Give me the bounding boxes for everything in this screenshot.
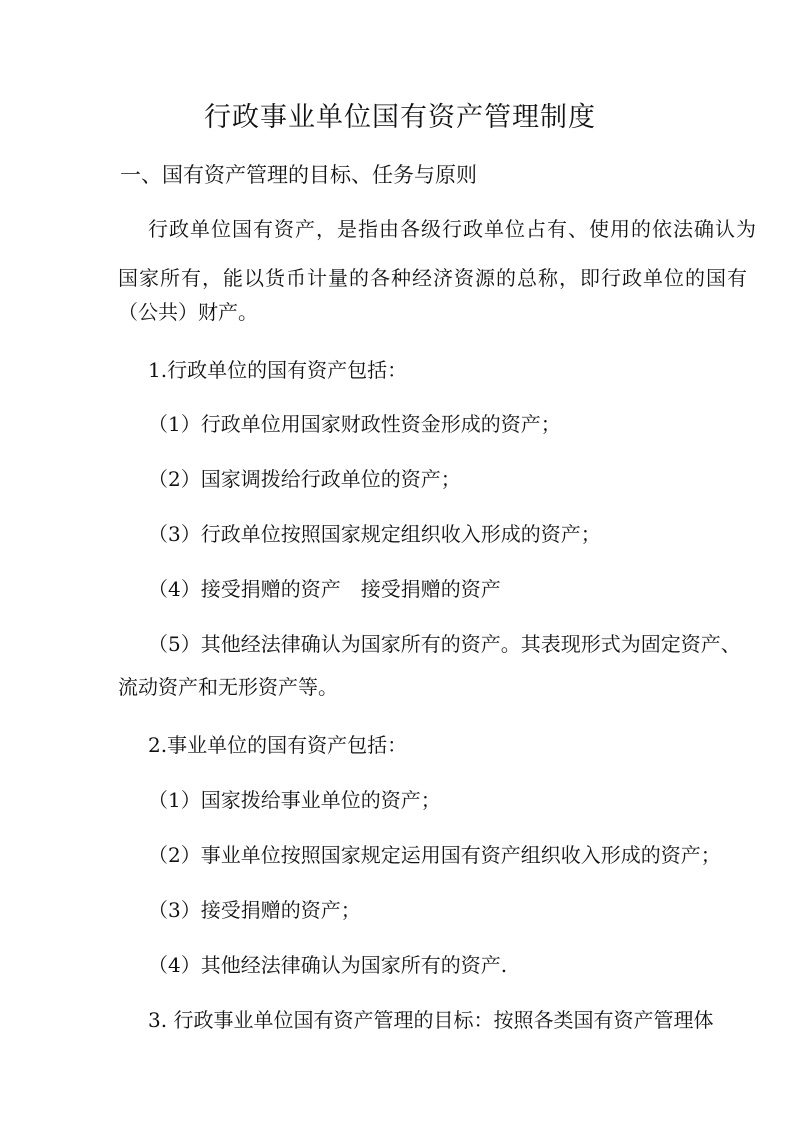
list-item-2-1: （1）国家拨给事业单位的资产； <box>148 788 441 812</box>
document-title: 行政事业单位国有资产管理制度 <box>204 102 596 133</box>
list-heading-1: 1.行政单位的国有资产包括： <box>148 358 408 382</box>
list-item-1-5-cont: 流动资产和无形资产等。 <box>118 675 338 699</box>
paragraph-line-3: （公共）财产。 <box>118 300 258 324</box>
paragraph-line-1: 行政单位国有资产，是指由各级行政单位占有、使用的依法确认为 <box>148 217 757 241</box>
paragraph-line-2: 国家所有，能以货币计量的各种经济资源的总称，即行政单位的国有 <box>118 266 748 290</box>
list-item-2-4: （4）其他经法律确认为国家所有的资产. <box>148 953 508 977</box>
list-item-2-3: （3）接受捐赠的资产； <box>148 898 361 922</box>
list-heading-3: 3. 行政事业单位国有资产管理的目标：按照各类国有资产管理体 <box>148 1008 714 1032</box>
list-item-2-2: （2）事业单位按照国家规定运用国有资产组织收入形成的资产； <box>148 843 721 867</box>
list-item-1-3: （3）行政单位按照国家规定组织收入形成的资产； <box>148 522 601 546</box>
list-item-1-4: （4）接受捐赠的资产 接受捐赠的资产 <box>148 577 501 601</box>
list-item-1-5: （5）其他经法律确认为国家所有的资产。其表现形式为固定资产、 <box>148 632 741 656</box>
list-item-1-2: （2）国家调拨给行政单位的资产； <box>148 467 461 491</box>
list-item-1-1: （1）行政单位用国家财政性资金形成的资产； <box>148 412 561 436</box>
list-heading-2: 2.事业单位的国有资产包括： <box>148 733 408 757</box>
section-heading: 一、国有资产管理的目标、任务与原则 <box>120 163 477 187</box>
